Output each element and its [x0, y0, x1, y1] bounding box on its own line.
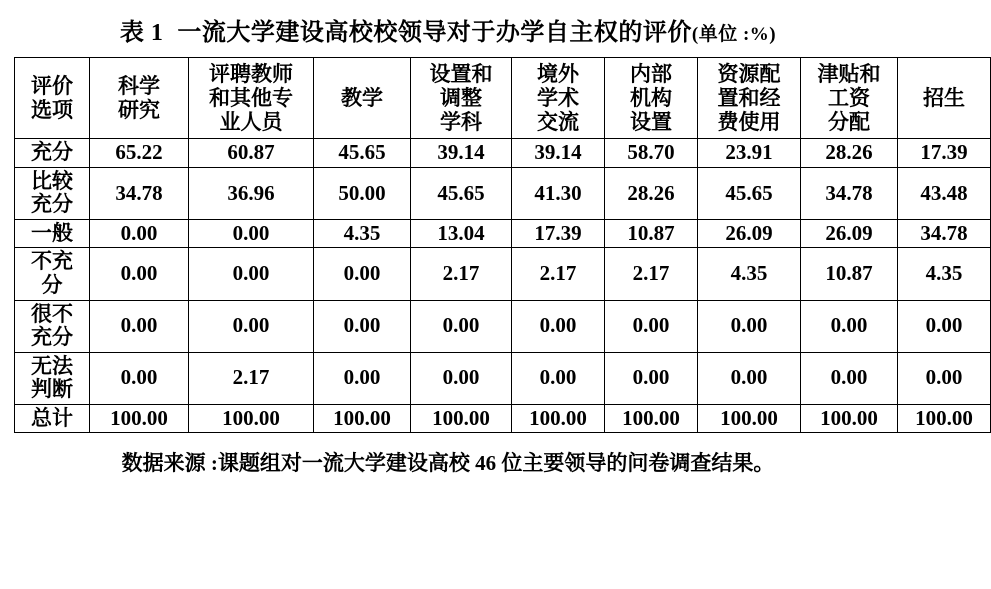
- table-cell: 0.00: [698, 352, 801, 404]
- table-row: [15, 300, 991, 352]
- table-header-row: [15, 58, 991, 139]
- table-cell: 34.78: [898, 219, 991, 248]
- table-row: [15, 404, 991, 433]
- row-header-fairly-sufficient: 比较 充分: [15, 167, 90, 219]
- column-header-teaching: 教学: [314, 58, 411, 139]
- table-cell: 0.00: [90, 248, 189, 300]
- table-cell: 10.87: [801, 248, 898, 300]
- table-caption-label: 表 1: [119, 20, 164, 46]
- table-cell: 0.00: [512, 352, 605, 404]
- table-cell: 2.17: [605, 248, 698, 300]
- table-cell: 0.00: [314, 300, 411, 352]
- table-cell: 0.00: [801, 352, 898, 404]
- table-row: [15, 248, 991, 300]
- table-cell: 10.87: [605, 219, 698, 248]
- table-cell: 45.65: [411, 167, 512, 219]
- row-header-sufficient: 充分: [15, 139, 90, 168]
- row-header-total: 总计: [15, 404, 90, 433]
- table-cell: 100.00: [411, 404, 512, 433]
- column-header-internal-org: 内部 机构 设置: [605, 58, 698, 139]
- table-cell: 65.22: [90, 139, 189, 168]
- table-cell: 0.00: [512, 300, 605, 352]
- table-cell: 100.00: [605, 404, 698, 433]
- column-header-enrollment: 招生: [898, 58, 991, 139]
- table-cell: 13.04: [411, 219, 512, 248]
- table-cell: 100.00: [898, 404, 991, 433]
- table-cell: 34.78: [90, 167, 189, 219]
- table-cell: 0.00: [90, 352, 189, 404]
- table-cell: 0.00: [605, 300, 698, 352]
- table-cell: 0.00: [314, 248, 411, 300]
- table-cell: 26.09: [698, 219, 801, 248]
- table-cell: 0.00: [801, 300, 898, 352]
- column-header-overseas-exchange: 境外 学术 交流: [512, 58, 605, 139]
- table-row: [15, 352, 991, 404]
- table-cell: 50.00: [314, 167, 411, 219]
- table-cell: 36.96: [189, 167, 314, 219]
- table-cell: 58.70: [605, 139, 698, 168]
- column-header-salary-allocation: 津贴和 工资 分配: [801, 58, 898, 139]
- table-cell: 2.17: [512, 248, 605, 300]
- table-row: [15, 167, 991, 219]
- column-header-faculty-hiring: 评聘教师 和其他专 业人员: [189, 58, 314, 139]
- table-cell: 45.65: [314, 139, 411, 168]
- table-cell: 0.00: [411, 300, 512, 352]
- table-caption-title: 一流大学建设高校校领导对于办学自主权的评价: [177, 20, 692, 46]
- table-cell: 26.09: [801, 219, 898, 248]
- table-cell: 0.00: [90, 300, 189, 352]
- table-body: [15, 139, 991, 433]
- table-cell: 0.00: [698, 300, 801, 352]
- table-cell: 60.87: [189, 139, 314, 168]
- table-cell: 100.00: [512, 404, 605, 433]
- table-caption-unit: (单位 :%): [691, 24, 777, 45]
- table-caption: [14, 6, 882, 57]
- table-cell: 4.35: [898, 248, 991, 300]
- table-cell: 23.91: [698, 139, 801, 168]
- column-header-discipline-setup: 设置和 调整 学科: [411, 58, 512, 139]
- table-cell: 0.00: [411, 352, 512, 404]
- table-cell: 0.00: [314, 352, 411, 404]
- table-source-note: 数据来源 :课题组对一流大学建设高校 46 位主要领导的问卷调查结果。: [121, 451, 775, 476]
- table-header: [15, 58, 991, 139]
- table-cell: 100.00: [314, 404, 411, 433]
- table-cell: 100.00: [189, 404, 314, 433]
- column-header-resource-allocation: 资源配 置和经 费使用: [698, 58, 801, 139]
- column-header-research: 科学 研究: [90, 58, 189, 139]
- table-cell: 17.39: [512, 219, 605, 248]
- autonomy-evaluation-table: [14, 57, 991, 433]
- table-cell: 4.35: [698, 248, 801, 300]
- table-cell: 0.00: [189, 300, 314, 352]
- table-cell: 100.00: [801, 404, 898, 433]
- table-cell: 45.65: [698, 167, 801, 219]
- table-cell: 34.78: [801, 167, 898, 219]
- table-cell: 0.00: [90, 219, 189, 248]
- table-cell: 0.00: [189, 219, 314, 248]
- table-cell: 43.48: [898, 167, 991, 219]
- table-cell: 100.00: [90, 404, 189, 433]
- table-cell: 39.14: [411, 139, 512, 168]
- table-row: [15, 139, 991, 168]
- table-cell: 17.39: [898, 139, 991, 168]
- table-cell: 2.17: [411, 248, 512, 300]
- table-cell: 41.30: [512, 167, 605, 219]
- table-cell: 39.14: [512, 139, 605, 168]
- table-cell: 4.35: [314, 219, 411, 248]
- table-cell: 100.00: [698, 404, 801, 433]
- row-header-average: 一般: [15, 219, 90, 248]
- table-cell: 28.26: [605, 167, 698, 219]
- row-header-insufficient: 不充 分: [15, 248, 90, 300]
- row-header-very-insufficient: 很不 充分: [15, 300, 90, 352]
- row-header-cannot-judge: 无法 判断: [15, 352, 90, 404]
- table-cell: 0.00: [605, 352, 698, 404]
- table-cell: 0.00: [189, 248, 314, 300]
- table-cell: 0.00: [898, 300, 991, 352]
- column-header-option: 评价 选项: [15, 58, 90, 139]
- table-cell: 0.00: [898, 352, 991, 404]
- table-cell: 28.26: [801, 139, 898, 168]
- table-row: [15, 219, 991, 248]
- table-cell: 2.17: [189, 352, 314, 404]
